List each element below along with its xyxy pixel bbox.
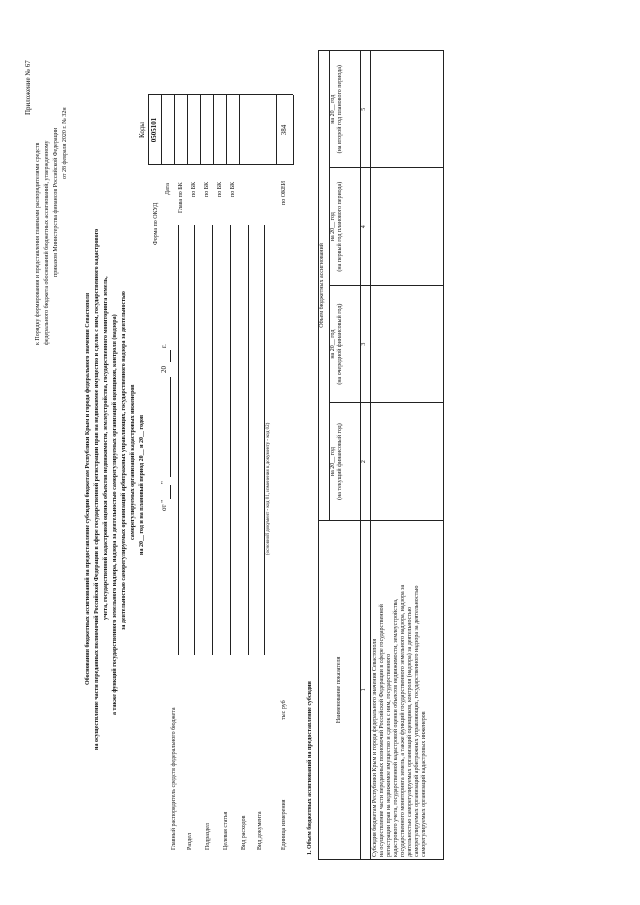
col-number-1: 1 bbox=[361, 520, 371, 859]
code-label-target: по БК bbox=[217, 181, 223, 197]
appendix-number: Приложение № 67 bbox=[24, 60, 32, 115]
code-label-okei: по ОКЕИ bbox=[281, 180, 287, 205]
col-header-indicator: Наименование показателя bbox=[319, 520, 361, 859]
date-prefix: от " bbox=[160, 499, 168, 511]
codes-col-left bbox=[148, 164, 293, 165]
field-line-expense-type bbox=[248, 225, 249, 655]
code-label-section: по БК bbox=[191, 181, 197, 197]
okei-code: 384 bbox=[280, 124, 288, 136]
col-header-plan-year-2: на 20__ год (на второй год планового периода) bbox=[330, 51, 361, 168]
appendix-line-4: от 28 февраля 2020 г. № 32н bbox=[62, 107, 68, 179]
date-day-line bbox=[170, 485, 171, 499]
codes-top bbox=[148, 95, 149, 165]
field-line-grbs bbox=[178, 225, 179, 655]
table-header-row-1 bbox=[319, 51, 330, 860]
field-label-section: Раздел bbox=[187, 833, 193, 850]
budget-table bbox=[318, 50, 444, 860]
col-number-2: 2 bbox=[361, 403, 371, 520]
field-line-section bbox=[194, 225, 195, 655]
code-label-subsection: по БК bbox=[204, 181, 210, 197]
col-header-plan-year-1: на 20__ год (на первый год планового периода) bbox=[330, 168, 361, 285]
codes-bottom bbox=[293, 95, 294, 165]
codes-sep-6 bbox=[226, 95, 227, 165]
col-header-group: Объем бюджетных ассигнований bbox=[319, 51, 330, 521]
field-label-doc-type: Вид документа bbox=[257, 811, 263, 850]
appendix-line-3: приказом Министерства финансов Российской Федерации bbox=[53, 127, 59, 277]
codes-sep-1 bbox=[161, 95, 162, 165]
title-line-7: на 20__ год и на плановый период 20__ и 20__ годов bbox=[139, 414, 145, 555]
okud-label: Форма по ОКУД bbox=[153, 202, 159, 245]
codes-sep-3 bbox=[187, 95, 188, 165]
col-header-current-year: на 20__ год (на текущий финансовый год) bbox=[330, 403, 361, 520]
codes-sep-2 bbox=[174, 95, 175, 165]
appendix-line-1: к Порядку формирования и представления главными распорядителями средств bbox=[35, 142, 41, 345]
field-line-target bbox=[230, 225, 231, 655]
row-value-next-year[interactable] bbox=[371, 285, 444, 402]
title-line-2: на осуществление части переданных полномочий Российской Федерации в сфере государственной регистрации прав на недвижимое имущество и сделок с ним, государственного кадастрового bbox=[94, 228, 100, 750]
field-unit-value: тыс руб bbox=[281, 700, 287, 720]
title-line-3: учета, государственной кадастровой оценки объектов недвижимости, землеустройства, государственного мониторинга земель, bbox=[103, 276, 109, 620]
codes-sep-8 bbox=[276, 95, 277, 165]
col-number-3: 3 bbox=[361, 285, 371, 402]
title-line-6: саморегулируемых организаций кадастровых инженеров bbox=[130, 384, 136, 540]
row-value-plan-year-2[interactable] bbox=[371, 51, 444, 168]
date-year-line bbox=[170, 350, 171, 362]
title-line-5: за деятельностью саморегулируемых организаций арбитражных управляющих, государственного надзора за деятельностью bbox=[121, 291, 127, 630]
codes-header: Коды bbox=[138, 122, 146, 138]
okud-code: 0505101 bbox=[150, 117, 158, 143]
title-line-4: а также функций государственного земельного надзора, надзора за деятельностью саморегулируемых организаций оценщиков, контроля (надзора) bbox=[112, 314, 118, 715]
field-label-expense-type: Вид расходов bbox=[241, 815, 247, 850]
row-value-plan-year-1[interactable] bbox=[371, 168, 444, 285]
section-1-heading: 1. Объем бюджетных ассигнований на предоставление субсидии bbox=[307, 681, 313, 855]
codes-sep-7 bbox=[239, 95, 240, 165]
field-line-doc-type bbox=[264, 225, 265, 655]
codes-sep-4 bbox=[200, 95, 201, 165]
code-label-expense-type: по БК bbox=[230, 181, 236, 197]
field-label-grbs: Главный распорядитель средств федерального бюджета bbox=[171, 707, 177, 850]
col-header-next-year: на 20__ год (на очередной финансовый год) bbox=[330, 285, 361, 402]
field-label-target: Целевая статья bbox=[223, 811, 229, 850]
field-label-subsection: Подраздел bbox=[205, 823, 211, 850]
row-indicator-name: Субсидия бюджетам Республики Крым и города федерального значения Севастополя на осуществление части переданных полномочий Российской Федерации в сфере государственной регистрации прав на недвижимое имущество и сделок с ним, государственного кадастрового учета, государственной кадастровой оценки объектов недвижимости, землеустройства, государственного мониторинга земель, а также функций государственного земельного надзора, надзора за деятельностью саморегулируемых организаций оценщиков, контроля (надзора) за деятельностью саморегулируемых организаций арбитражных управляющих, государственного надзора за деятельностью саморегулируемых организаций кадастровых инженеров bbox=[371, 520, 444, 859]
col-number-5: 5 bbox=[361, 51, 371, 168]
date-month-line bbox=[170, 377, 171, 477]
doc-type-caption: (основной документ - код 01, изменения к документу - код 02) bbox=[266, 422, 271, 555]
date-year-prefix: 20 bbox=[160, 366, 168, 373]
codes-col-right bbox=[148, 94, 293, 95]
table-row bbox=[371, 51, 444, 860]
date-mid: " bbox=[160, 481, 168, 484]
row-value-current-year[interactable] bbox=[371, 403, 444, 520]
field-label-unit: Единица измерения bbox=[281, 799, 287, 850]
col-number-4: 4 bbox=[361, 168, 371, 285]
date-suffix: г. bbox=[160, 344, 168, 348]
appendix-line-2: федерального бюджета обоснований бюджетных ассигнований, утвержденному bbox=[44, 140, 50, 345]
field-line-subsection bbox=[212, 225, 213, 655]
title-line-1: Обоснования бюджетных ассигнований на предоставление субсидии бюджетам Республики Крым и города федерального значения Севастополя bbox=[85, 292, 91, 685]
table-number-row bbox=[361, 51, 371, 860]
date-label: Дата bbox=[165, 183, 171, 195]
codes-sep-5 bbox=[213, 95, 214, 165]
code-label-grbs: Глава по БК bbox=[178, 182, 184, 213]
